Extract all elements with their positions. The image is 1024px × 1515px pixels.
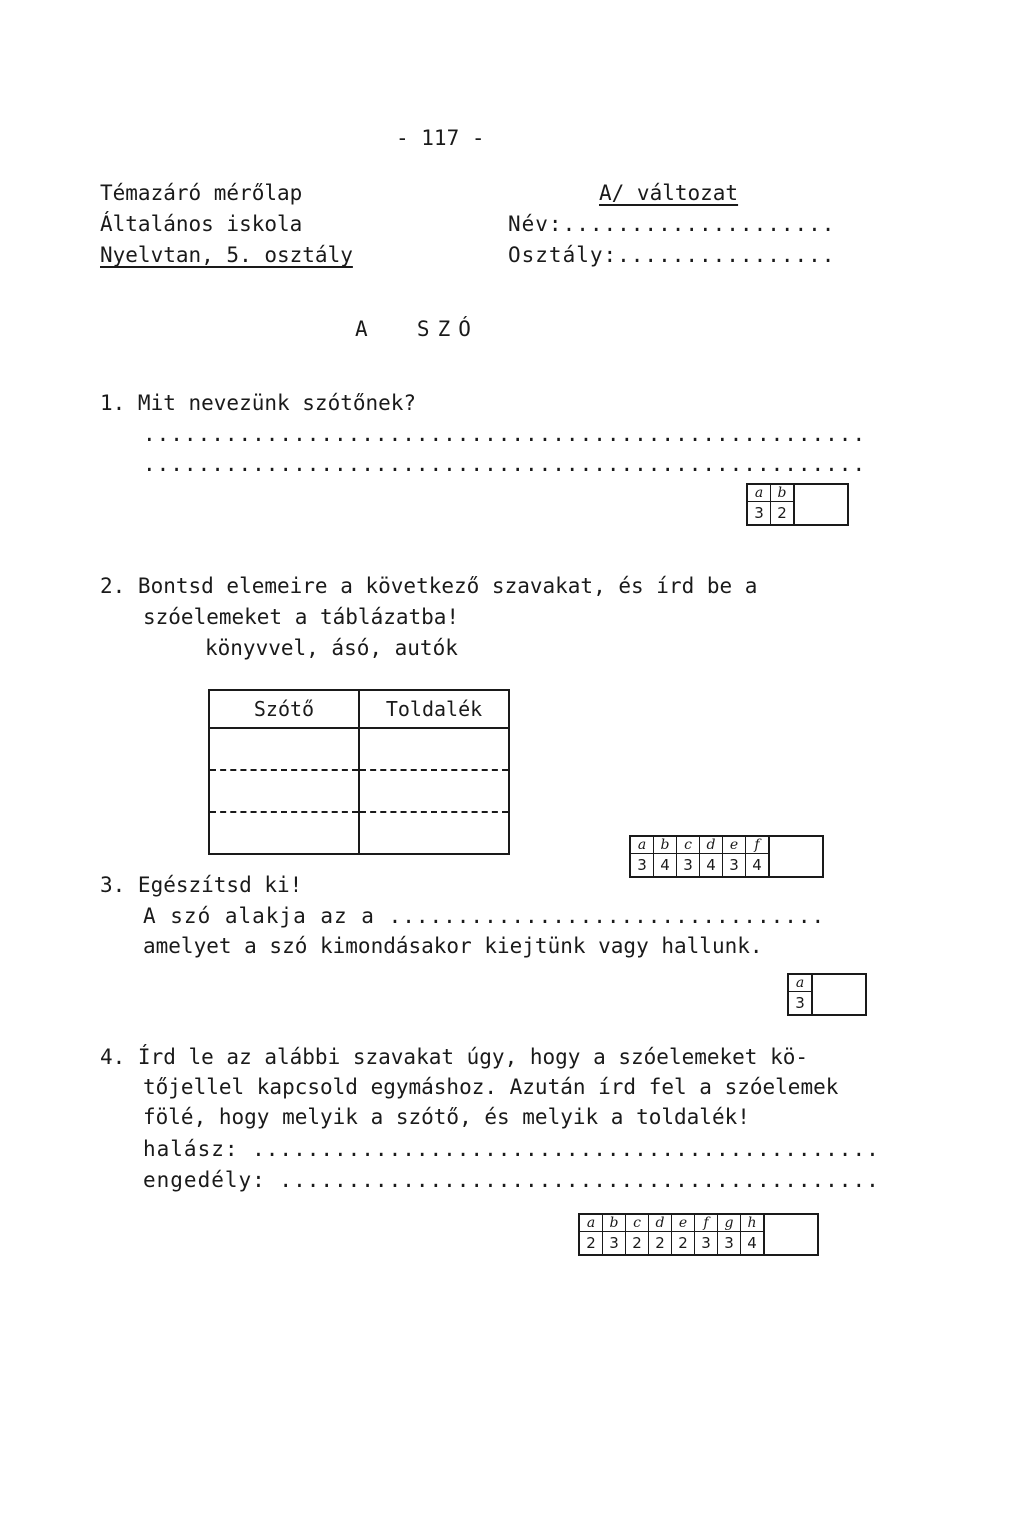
answer-line-1[interactable]: ..................................................... bbox=[143, 422, 867, 446]
score-cells bbox=[631, 837, 769, 876]
score-cell bbox=[771, 485, 794, 524]
table-cell[interactable] bbox=[209, 812, 359, 854]
score-cell bbox=[748, 485, 771, 524]
score-value: 3 bbox=[609, 1234, 619, 1252]
table-row bbox=[209, 770, 509, 812]
score-label: e bbox=[672, 1215, 694, 1232]
worksheet-type: Témazáró mérőlap bbox=[100, 181, 303, 205]
score-cell bbox=[626, 1215, 649, 1254]
column-header-stem: Szótő bbox=[209, 690, 359, 728]
score-value: 3 bbox=[701, 1234, 711, 1252]
score-label: c bbox=[677, 837, 699, 854]
question-2-line-1: 2. Bontsd elemeire a következő szavakat, és írd be a bbox=[100, 574, 758, 598]
score-box-q3 bbox=[787, 973, 867, 1016]
score-value: 3 bbox=[724, 1234, 734, 1252]
score-cell bbox=[695, 1215, 718, 1254]
score-cell bbox=[654, 837, 677, 876]
table-row bbox=[209, 812, 509, 854]
table-cell[interactable] bbox=[359, 812, 509, 854]
score-label: e bbox=[723, 837, 745, 854]
score-cells bbox=[789, 975, 812, 1014]
question-3-line-2: amelyet a szó kimondásakor kiejtünk vagy hallunk. bbox=[143, 934, 763, 958]
score-cell bbox=[718, 1215, 741, 1254]
word-line-halasz[interactable]: halász: .............................................. bbox=[143, 1137, 880, 1161]
score-cell bbox=[631, 837, 654, 876]
score-label: d bbox=[649, 1215, 671, 1232]
table-cell[interactable] bbox=[209, 728, 359, 770]
score-cell bbox=[789, 975, 812, 1014]
column-header-suffix: Toldalék bbox=[359, 690, 509, 728]
class-field[interactable]: Osztály:................ bbox=[508, 243, 836, 267]
table-cell[interactable] bbox=[209, 770, 359, 812]
table-cell[interactable] bbox=[359, 770, 509, 812]
score-label: c bbox=[626, 1215, 648, 1232]
score-box-q2 bbox=[629, 835, 824, 878]
score-value: 3 bbox=[754, 504, 764, 522]
score-total-cell[interactable] bbox=[794, 485, 847, 524]
score-label: a bbox=[748, 485, 770, 502]
score-total-cell[interactable] bbox=[764, 1215, 817, 1254]
table-row bbox=[209, 728, 509, 770]
score-label: b bbox=[771, 485, 793, 502]
score-label: f bbox=[695, 1215, 717, 1232]
score-cell bbox=[741, 1215, 764, 1254]
score-cell bbox=[603, 1215, 626, 1254]
score-box-q4 bbox=[578, 1213, 819, 1256]
score-cell bbox=[700, 837, 723, 876]
score-label: a bbox=[631, 837, 653, 854]
score-value: 2 bbox=[586, 1234, 596, 1252]
score-cell bbox=[723, 837, 746, 876]
question-2-words: könyvvel, ásó, autók bbox=[205, 636, 458, 660]
school-type: Általános iskola bbox=[100, 212, 303, 236]
question-3-line-1[interactable]: A szó alakja az a ................................ bbox=[143, 904, 826, 928]
score-cell bbox=[746, 837, 769, 876]
table-cell[interactable] bbox=[359, 728, 509, 770]
score-label: f bbox=[746, 837, 768, 854]
worksheet-title: A SZÓ bbox=[355, 317, 479, 341]
word-elements-table bbox=[208, 689, 510, 855]
question-1-text: 1. Mit nevezünk szótőnek? bbox=[100, 391, 417, 415]
score-value: 3 bbox=[683, 856, 693, 874]
score-value: 4 bbox=[752, 856, 762, 874]
score-value: 4 bbox=[747, 1234, 757, 1252]
score-value: 3 bbox=[729, 856, 739, 874]
question-4-line-2: tőjellel kapcsold egymáshoz. Azután írd fel a szóelemek bbox=[143, 1075, 839, 1099]
score-value: 4 bbox=[706, 856, 716, 874]
question-3-text: 3. Egészítsd ki! bbox=[100, 873, 303, 897]
score-cells bbox=[748, 485, 794, 524]
question-4-line-1: 4. Írd le az alábbi szavakat úgy, hogy a szóelemeket kö- bbox=[100, 1045, 809, 1069]
score-box-q1 bbox=[746, 483, 849, 526]
score-label: h bbox=[741, 1215, 763, 1232]
score-label: b bbox=[654, 837, 676, 854]
score-cells bbox=[580, 1215, 764, 1254]
score-value: 3 bbox=[637, 856, 647, 874]
score-label: a bbox=[580, 1215, 602, 1232]
score-label: d bbox=[700, 837, 722, 854]
score-value: 2 bbox=[655, 1234, 665, 1252]
answer-line-2[interactable]: ..................................................... bbox=[143, 452, 867, 476]
score-cell bbox=[672, 1215, 695, 1254]
score-total-cell[interactable] bbox=[769, 837, 822, 876]
subject-grade: Nyelvtan, 5. osztály bbox=[100, 243, 353, 267]
score-label: g bbox=[718, 1215, 740, 1232]
score-label: a bbox=[789, 975, 811, 992]
score-label: b bbox=[603, 1215, 625, 1232]
page-number: - 117 - bbox=[396, 126, 485, 150]
score-total-cell[interactable] bbox=[812, 975, 865, 1014]
score-value: 4 bbox=[660, 856, 670, 874]
score-value: 2 bbox=[777, 504, 787, 522]
score-value: 2 bbox=[678, 1234, 688, 1252]
question-4-line-3: fölé, hogy melyik a szótő, és melyik a toldalék! bbox=[143, 1105, 750, 1129]
score-cell bbox=[649, 1215, 672, 1254]
score-value: 2 bbox=[632, 1234, 642, 1252]
word-line-engedely[interactable]: engedély: ............................................ bbox=[143, 1168, 880, 1192]
variant-label: A/ változat bbox=[599, 181, 739, 205]
name-field[interactable]: Név:.................... bbox=[508, 212, 836, 236]
question-2-line-2: szóelemeket a táblázatba! bbox=[143, 605, 460, 629]
score-cell bbox=[677, 837, 700, 876]
score-cell bbox=[580, 1215, 603, 1254]
score-value: 3 bbox=[795, 994, 805, 1012]
